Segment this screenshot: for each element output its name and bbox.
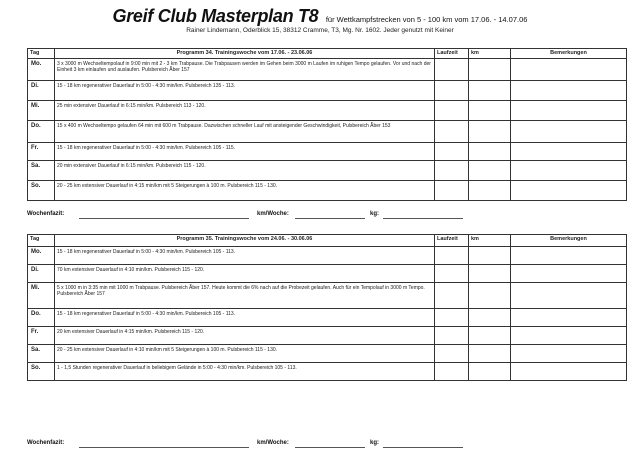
workout-text: 15 - 18 km regenerativer Dauerlauf in 5:00 - 4:30 min/km. Pulsbereich 135 - 113. <box>55 81 435 101</box>
laufzeit-cell[interactable] <box>435 309 469 327</box>
day-label: Mo. <box>28 247 55 265</box>
col-day-header: Tag <box>28 49 55 59</box>
col-laufzeit-header: Laufzeit <box>435 49 469 59</box>
bemerkungen-cell[interactable] <box>511 81 627 101</box>
col-bemerkungen-header: Bemerkungen <box>511 49 627 59</box>
km-cell[interactable] <box>469 283 511 309</box>
table-row <box>28 161 627 181</box>
table-row <box>28 363 627 381</box>
table-row <box>28 265 627 283</box>
day-label: Sa. <box>28 345 55 363</box>
km-cell[interactable] <box>469 327 511 345</box>
week1-fazit-label: Wochenfazit: <box>27 211 65 217</box>
bemerkungen-cell[interactable] <box>511 283 627 309</box>
week2-header-row <box>28 235 627 247</box>
table-row <box>28 327 627 345</box>
km-cell[interactable] <box>469 143 511 161</box>
plan-title-suffix: für Wettkampfstrecken von 5 - 100 km vom 17.06. - 14.07.06 <box>325 15 528 24</box>
workout-text: 20 km extensiver Dauerlauf in 4:15 min/km. Pulsbereich 115 - 120. <box>55 327 435 345</box>
km-cell[interactable] <box>469 161 511 181</box>
bemerkungen-cell[interactable] <box>511 265 627 283</box>
table-row <box>28 59 627 81</box>
km-cell[interactable] <box>469 265 511 283</box>
week1-title: Programm 34. Trainingswoche vom 17.06. - 23.06.06 <box>55 49 435 59</box>
week2-fazit-line[interactable] <box>79 447 249 448</box>
week1-table <box>27 48 627 201</box>
col-laufzeit-header: Laufzeit <box>435 235 469 247</box>
workout-text: 3 x 3000 m Wechseltempolauf in 9:00 min mit 2 - 3 km Trabpause. Die Trabpausen werden im Gehen beim 3000 m Laufen im ruhigen Tempo gelaufen. Vor und nach der Einheit 3 km einlaufen und auslaufen. Pulsbereich Ãber 157 <box>55 59 435 81</box>
workout-text: 1 - 1,5 Stunden regenerativer Dauerlauf in beliebigem Gelände in 5:00 - 4:30 min/km. Pulsbereich 105 - 113. <box>55 363 435 381</box>
week2-title: Programm 35. Trainingswoche vom 24.06. - 30.06.06 <box>55 235 435 247</box>
bemerkungen-cell[interactable] <box>511 161 627 181</box>
day-label: So. <box>28 363 55 381</box>
km-cell[interactable] <box>469 345 511 363</box>
laufzeit-cell[interactable] <box>435 345 469 363</box>
km-cell[interactable] <box>469 309 511 327</box>
workout-text: 20 - 25 km extensiver Dauerlauf in 4:15 min/km mit 5 Steigerungen à 100 m. Pulsbereich 115 - 130. <box>55 181 435 201</box>
day-label: Sa. <box>28 161 55 181</box>
col-km-header: km <box>469 235 511 247</box>
workout-text: 20 - 25 km extensiver Dauerlauf in 4:10 min/km mit 5 Steigerungen à 100 m. Pulsbereich 115 - 130. <box>55 345 435 363</box>
week1-kg-label: kg: <box>370 211 379 217</box>
laufzeit-cell[interactable] <box>435 283 469 309</box>
bemerkungen-cell[interactable] <box>511 59 627 81</box>
table-row <box>28 181 627 201</box>
bemerkungen-cell[interactable] <box>511 121 627 143</box>
page-title <box>0 6 640 27</box>
km-cell[interactable] <box>469 363 511 381</box>
week1-footer <box>27 209 626 220</box>
km-cell[interactable] <box>469 59 511 81</box>
col-bemerkungen-header: Bemerkungen <box>511 235 627 247</box>
bemerkungen-cell[interactable] <box>511 101 627 121</box>
laufzeit-cell[interactable] <box>435 161 469 181</box>
workout-text: 25 min extensiver Dauerlauf in 6:15 min/km. Pulsbereich 113 - 120. <box>55 101 435 121</box>
bemerkungen-cell[interactable] <box>511 247 627 265</box>
week2-kmwoche-line[interactable] <box>295 447 365 448</box>
laufzeit-cell[interactable] <box>435 59 469 81</box>
laufzeit-cell[interactable] <box>435 247 469 265</box>
week2-table <box>27 234 627 381</box>
workout-text: 5 x 1000 m in 3:35 min mit 1000 m Trabpause. Pulsbereich Ãber 157. Heute kommt die 6% nach auf die Probezeit gelaufen. Auch für ein Tempolauf in 3000 m Tempo. Pulsbereich Ãber 157 <box>55 283 435 309</box>
plan-subtitle: Rainer Lindemann, Oderblick 15, 38312 Cramme, T3, Mg. Nr. 1602. Jeder genutzt mit Keiner <box>186 27 454 34</box>
day-label: Mi. <box>28 283 55 309</box>
week1-header-row <box>28 49 627 59</box>
km-cell[interactable] <box>469 101 511 121</box>
bemerkungen-cell[interactable] <box>511 143 627 161</box>
table-row <box>28 283 627 309</box>
day-label: Mi. <box>28 101 55 121</box>
col-day-header: Tag <box>28 235 55 247</box>
table-row <box>28 345 627 363</box>
laufzeit-cell[interactable] <box>435 265 469 283</box>
day-label: Mo. <box>28 59 55 81</box>
day-label: Do. <box>28 309 55 327</box>
km-cell[interactable] <box>469 247 511 265</box>
km-cell[interactable] <box>469 81 511 101</box>
day-label: Di. <box>28 81 55 101</box>
workout-text: 15 - 18 km regenerativer Dauerlauf in 5:00 - 4:30 min/km. Pulsbereich 105 - 113. <box>55 309 435 327</box>
week2-footer <box>27 438 626 449</box>
day-label: Do. <box>28 121 55 143</box>
workout-text: 15 - 18 km regenerativer Dauerlauf in 5:00 - 4:30 min/km. Pulsbereich 105 - 113. <box>55 247 435 265</box>
week2-kg-line[interactable] <box>383 447 463 448</box>
table-row <box>28 309 627 327</box>
day-label: Fr. <box>28 327 55 345</box>
workout-text: 70 km extensiver Dauerlauf in 4:10 min/km. Pulsbereich 115 - 120. <box>55 265 435 283</box>
laufzeit-cell[interactable] <box>435 363 469 381</box>
bemerkungen-cell[interactable] <box>511 181 627 201</box>
bemerkungen-cell[interactable] <box>511 345 627 363</box>
workout-text: 20 min extensiver Dauerlauf in 6:15 min/km. Pulsbereich 115 - 120. <box>55 161 435 181</box>
week1-kmwoche-label: km/Woche: <box>257 211 289 217</box>
plan-title: Greif Club Masterplan T8 <box>112 6 319 26</box>
week1-fazit-line[interactable] <box>79 218 249 219</box>
bemerkungen-cell[interactable] <box>511 309 627 327</box>
col-km-header: km <box>469 49 511 59</box>
day-label: Fr. <box>28 143 55 161</box>
laufzeit-cell[interactable] <box>435 121 469 143</box>
table-row <box>28 101 627 121</box>
laufzeit-cell[interactable] <box>435 327 469 345</box>
laufzeit-cell[interactable] <box>435 143 469 161</box>
week2-fazit-label: Wochenfazit: <box>27 440 65 446</box>
day-label: Di. <box>28 265 55 283</box>
week1-kmwoche-line[interactable] <box>295 218 365 219</box>
workout-text: 15 x 400 m Wechseltempo gelaufen 64 min mit 600 m Trabpause. Dazwischen schneller Lauf mit ansteigender Geschwindigkeit, Pulsbereich Ãber 153 <box>55 121 435 143</box>
laufzeit-cell[interactable] <box>435 181 469 201</box>
bemerkungen-cell[interactable] <box>511 327 627 345</box>
table-row <box>28 247 627 265</box>
km-cell[interactable] <box>469 181 511 201</box>
bemerkungen-cell[interactable] <box>511 363 627 381</box>
table-row <box>28 81 627 101</box>
week2-kmwoche-label: km/Woche: <box>257 440 289 446</box>
week1-kg-line[interactable] <box>383 218 463 219</box>
workout-text: 15 - 18 km regenerativer Dauerlauf in 5:00 - 4:30 min/km. Pulsbereich 105 - 115. <box>55 143 435 161</box>
km-cell[interactable] <box>469 121 511 143</box>
week2-kg-label: kg: <box>370 440 379 446</box>
day-label: So. <box>28 181 55 201</box>
table-row <box>28 143 627 161</box>
table-row <box>28 121 627 143</box>
laufzeit-cell[interactable] <box>435 101 469 121</box>
laufzeit-cell[interactable] <box>435 81 469 101</box>
